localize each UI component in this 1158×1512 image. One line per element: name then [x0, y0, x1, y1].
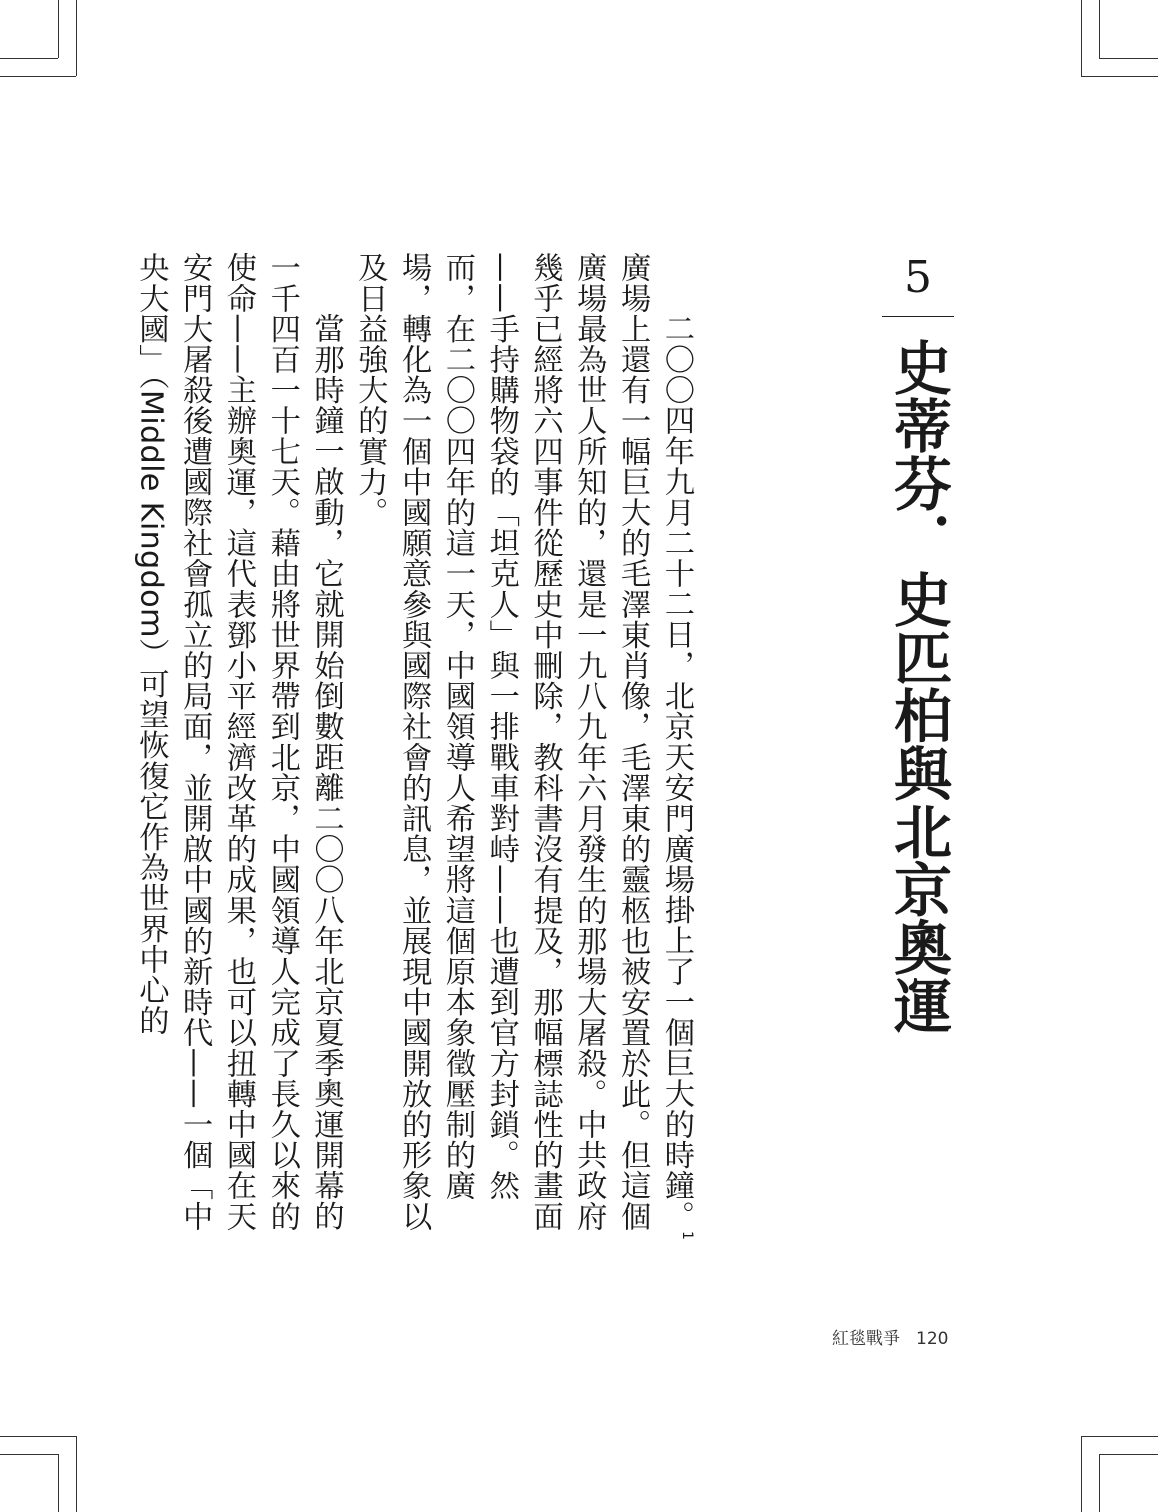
crop-mark	[1099, 1454, 1100, 1512]
page-footer	[832, 1324, 972, 1354]
crop-mark	[76, 0, 77, 76]
chapter-number: 5	[904, 252, 932, 303]
crop-mark	[76, 1436, 77, 1512]
crop-mark	[0, 1454, 58, 1455]
crop-mark	[1099, 0, 1100, 58]
book-title: 紅毯戰爭	[832, 1329, 900, 1349]
page-number: 120	[916, 1329, 949, 1349]
paragraph-1-part-2: 廣場上還有一幅巨大的毛澤東肖像，毛澤東的靈柩也被安置於此。但這個廣場最為世人所知的，還是一九八九年六月發生的那場大屠殺。中共政府幾乎已經將六四事件從歷史中刪除，教科書沒有提及，那幅標誌性的畫面——手持購物袋的「坦克人」與一排戰車對峙——也遭到官方封鎖。然而，在二〇〇四年的這一天，中國領導人希望將這個原本象徵壓制的廣場，轉化為一個中國願意參與國際社會的訊息，並展現中國開放的形象以及日益強大的實力。	[352, 252, 651, 1232]
crop-mark	[0, 1436, 76, 1437]
crop-mark	[0, 58, 58, 59]
crop-mark	[1099, 1454, 1158, 1455]
crop-mark	[0, 76, 76, 77]
chapter-title: 史蒂芬．史匹柏與北京奧運	[884, 338, 952, 1034]
crop-mark	[1099, 58, 1158, 59]
paragraph-2: 當那時鐘一啟動，它就開始倒數距離二〇〇八年北京夏季奧運開幕的一千四百一十七天。藉由將世界帶到北京，中國領導人完成了長久以來的使命——主辦奧運，這代表鄧小平經濟改革的成果，也可以扭轉中國在天安門大屠殺後遭國際社會孤立的局面，並開啟中國的新時代——一個「中央大國」（Middle Kingdom）可望恢復它作為世界中心的	[133, 252, 344, 1232]
chapter-divider	[882, 316, 954, 317]
footnote-marker[interactable]: 1	[679, 1230, 695, 1240]
paragraph-1-part-1: 二〇〇四年九月二十二日，北京天安門廣場掛上了一個巨大的時鐘。	[658, 312, 694, 1231]
body-text	[133, 252, 708, 1242]
crop-mark	[1081, 1436, 1158, 1437]
crop-mark	[58, 1454, 59, 1512]
crop-mark	[1081, 76, 1158, 77]
crop-mark	[1081, 1436, 1082, 1512]
crop-mark	[1081, 0, 1082, 76]
crop-mark	[58, 0, 59, 58]
paragraph-1	[348, 252, 708, 1242]
